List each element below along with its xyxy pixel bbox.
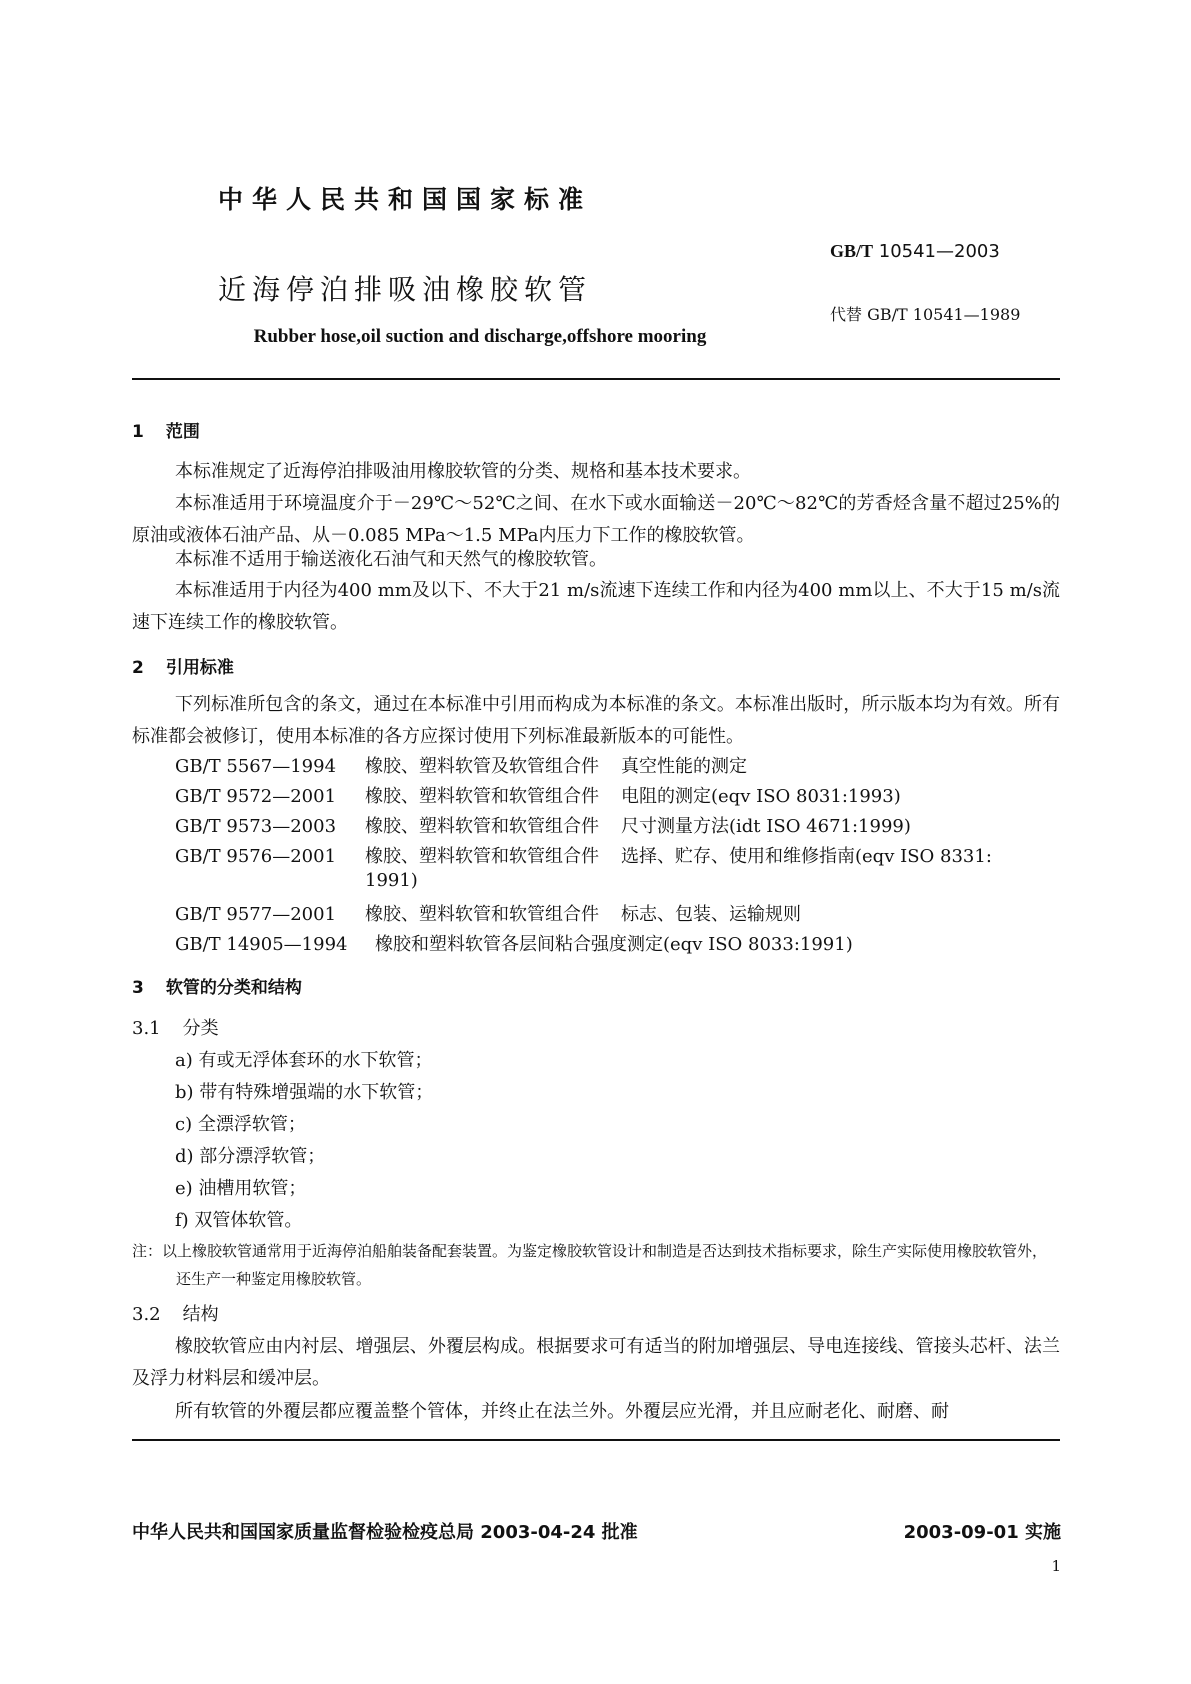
reference-desc-continued: 1991) xyxy=(365,870,418,891)
section-3-number: 3 xyxy=(132,978,144,998)
section-3-heading xyxy=(132,973,302,998)
footer-divider xyxy=(132,1439,1060,1441)
reference-name: 橡胶、塑料软管和软管组合件 xyxy=(365,846,599,867)
reference-desc: 电阻的测定(eqv ISO 8031:1993) xyxy=(621,786,901,807)
section-3-1-number: 3.1 xyxy=(132,1018,161,1039)
list-item: b) 带有特殊增强端的水下软管； xyxy=(175,1082,434,1103)
standard-category-title: 中华人民共和国国家标准 xyxy=(217,185,592,214)
section-2-title: 引用标准 xyxy=(165,658,234,678)
section-1-number: 1 xyxy=(132,422,144,442)
list-item: a) 有或无浮体套环的水下软管； xyxy=(175,1050,433,1071)
section-2-heading xyxy=(132,653,234,678)
approval-info: 中华人民共和国国家质量监督检验检疫总局 2003-04-24 批准 xyxy=(132,1522,638,1543)
reference-code: GB/T 14905—1994 xyxy=(175,934,348,955)
section-1-para: 本标准适用于内径为400 mm及以下、不大于21 m/s流速下连续工作和内径为400 mm以上、不大于15 m/s流速下连续工作的橡胶软管。 xyxy=(132,580,1060,633)
list-item: d) 部分漂浮软管； xyxy=(175,1146,326,1167)
reference-name: 橡胶、塑料软管及软管组合件 xyxy=(365,756,599,777)
list-item: f) 双管体软管。 xyxy=(175,1210,303,1231)
reference-row xyxy=(175,752,747,778)
list-item: e) 油槽用软管； xyxy=(175,1178,307,1199)
section-3-1-heading xyxy=(132,1014,219,1040)
reference-row xyxy=(175,900,801,926)
standard-number-value: 10541—2003 xyxy=(878,241,1000,262)
reference-row xyxy=(175,842,992,868)
reference-code: GB/T 9576—2001 xyxy=(175,846,337,867)
classification-note: 注：以上橡胶软管通常用于近海停泊船舶装备配套装置。为鉴定橡胶软管设计和制造是否达到技术指标要求，除生产实际使用橡胶软管外，还生产一种鉴定用橡胶软管。 xyxy=(132,1242,1048,1288)
section-3-2-number: 3.2 xyxy=(132,1304,161,1325)
section-3-2-para: 所有软管的外覆层都应覆盖整个管体，并终止在法兰外。外覆层应光滑，并且应耐老化、耐磨、耐 xyxy=(175,1401,949,1422)
section-1-para: 本标准规定了近海停泊排吸油用橡胶软管的分类、规格和基本技术要求。 xyxy=(175,461,751,482)
section-1-heading xyxy=(132,417,200,442)
reference-name: 橡胶、塑料软管和软管组合件 xyxy=(365,816,599,837)
section-3-2-heading xyxy=(132,1300,219,1326)
reference-desc: 尺寸测量方法(idt ISO 4671:1999) xyxy=(621,816,911,837)
section-3-2-title: 结构 xyxy=(182,1304,219,1325)
section-2-number: 2 xyxy=(132,658,144,678)
reference-name: 橡胶和塑料软管各层间粘合强度测定(eqv ISO 8033:1991) xyxy=(375,934,853,955)
section-1-para: 本标准不适用于输送液化石油气和天然气的橡胶软管。 xyxy=(175,549,607,570)
reference-name: 橡胶、塑料软管和软管组合件 xyxy=(365,786,599,807)
section-2-intro: 下列标准所包含的条文，通过在本标准中引用而构成为本标准的条文。本标准出版时，所示版本均为有效。所有标准都会被修订，使用本标准的各方应探讨使用下列标准最新版本的可能性。 xyxy=(132,694,1060,747)
reference-desc: 标志、包装、运输规则 xyxy=(621,904,801,925)
document-title-cn: 近海停泊排吸油橡胶软管 xyxy=(217,273,592,306)
reference-desc: 选择、贮存、使用和维修指南(eqv ISO 8331: xyxy=(621,846,992,867)
section-3-2-para: 橡胶软管应由内衬层、增强层、外覆层构成。根据要求可有适当的附加增强层、导电连接线、管接头芯杆、法兰及浮力材料层和缓冲层。 xyxy=(132,1336,1060,1389)
reference-code: GB/T 9572—2001 xyxy=(175,786,337,807)
page-number: 1 xyxy=(1051,1557,1061,1575)
list-item: c) 全漂浮软管； xyxy=(175,1114,306,1135)
reference-name: 橡胶、塑料软管和软管组合件 xyxy=(365,904,599,925)
reference-desc: 真空性能的测定 xyxy=(621,756,747,777)
header-divider xyxy=(132,378,1060,380)
standard-number xyxy=(830,241,1000,262)
section-3-1-title: 分类 xyxy=(182,1018,219,1039)
section-1-para: 本标准适用于环境温度介于－29℃～52℃之间、在水下或水面输送－20℃～82℃的芳香烃含量不超过25%的原油或液体石油产品、从－0.085 MPa～1.5 MPa内压力下工作的橡胶软管。 xyxy=(132,493,1060,546)
section-1-title: 范围 xyxy=(165,422,200,442)
effective-date: 2003-09-01 实施 xyxy=(903,1522,1061,1543)
reference-row xyxy=(175,782,901,808)
reference-row xyxy=(175,930,853,956)
reference-code: GB/T 9577—2001 xyxy=(175,904,337,925)
reference-code: GB/T 5567—1994 xyxy=(175,756,337,777)
reference-code: GB/T 9573—2003 xyxy=(175,816,337,837)
reference-row xyxy=(175,812,911,838)
document-title-en: Rubber hose,oil suction and discharge,offshore mooring xyxy=(253,326,707,347)
replaces-standard: 代替 GB/T 10541—1989 xyxy=(830,305,1021,324)
section-3-title: 软管的分类和结构 xyxy=(165,978,302,998)
standard-number-prefix: GB/T xyxy=(830,241,874,261)
